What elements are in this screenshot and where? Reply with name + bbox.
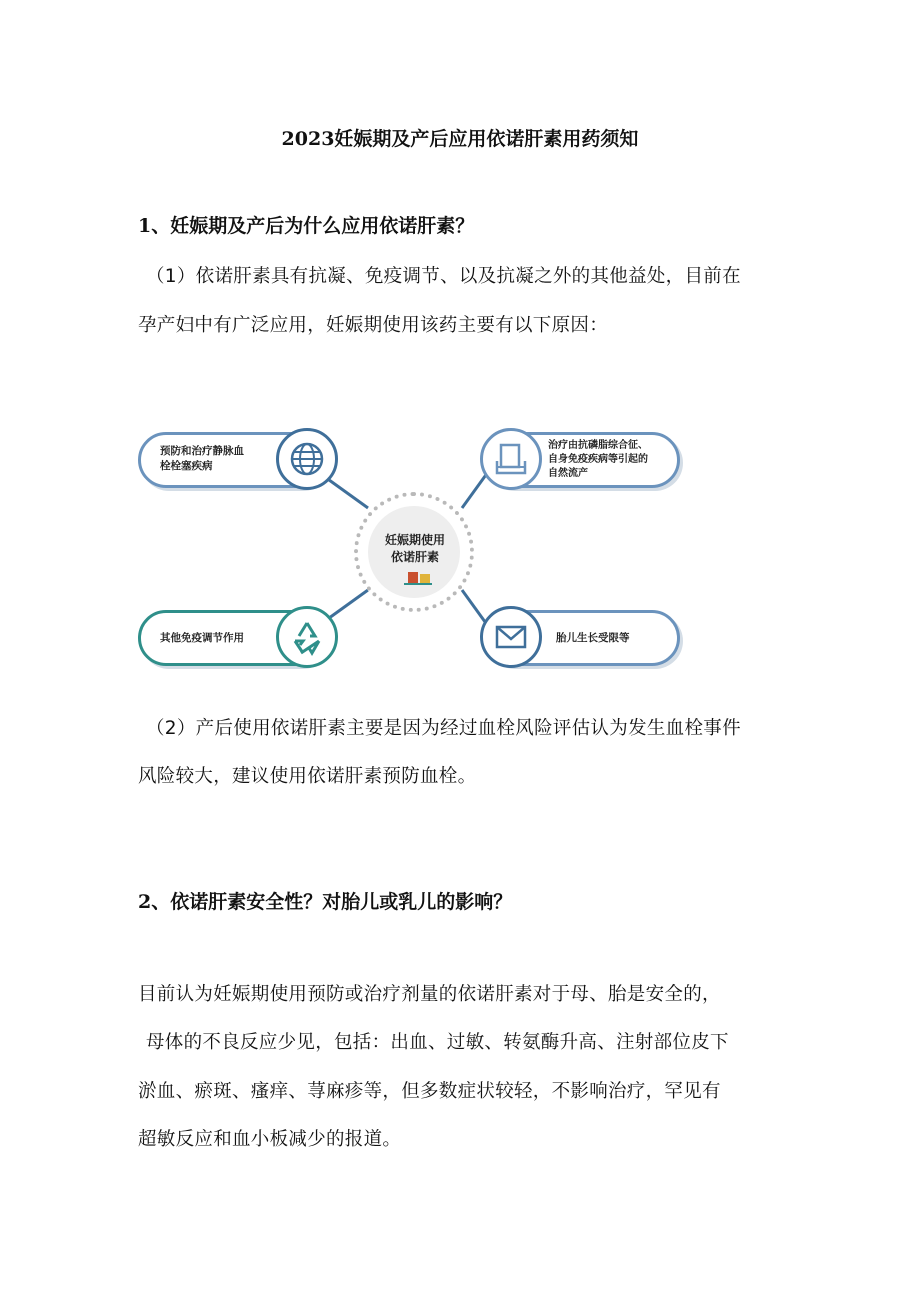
reasons-diagram <box>136 420 686 676</box>
section2-line4: 超敏反应和血小板减少的报道。 <box>138 1129 402 1150</box>
section1-para2-line2: 风险较大，建议使用依诺肝素预防血栓。 <box>138 766 477 787</box>
pill-bottom-right-text: 胎儿生长受限等 <box>556 632 630 644</box>
globe-icon <box>279 431 335 487</box>
mail-icon-circle <box>480 606 542 668</box>
section1-para2-line1: （2）产后使用依诺肝素主要是因为经过血栓风险评估认为发生血栓事件 <box>146 718 741 739</box>
globe-icon-circle <box>276 428 338 490</box>
pill-top-left-text: 预防和治疗静脉血 栓栓塞疾病 <box>160 445 244 472</box>
document-icon-circle <box>480 428 542 490</box>
section1-para1-line1: （1）依诺肝素具有抗凝、免疫调节、以及抗凝之外的其他益处，目前在 <box>146 266 741 287</box>
section1-para1-line2: 孕产妇中有广泛应用，妊娠期使用该药主要有以下原因： <box>138 315 609 336</box>
center-mini-icon <box>402 570 434 588</box>
mail-icon <box>483 609 539 665</box>
document-title: 2023妊娠期及产后应用依诺肝素用药须知 <box>281 128 639 150</box>
section1-heading: 1、妊娠期及产后为什么应用依诺肝素？ <box>138 215 475 237</box>
document-icon <box>483 431 539 487</box>
recycle-icon-circle <box>276 606 338 668</box>
section2-line1: 目前认为妊娠期使用预防或治疗剂量的依诺肝素对于母、胎是安全的， <box>138 984 721 1005</box>
pill-top-right-text: 治疗由抗磷脂综合征、 自身免疫疾病等引起的 自然流产 <box>548 440 648 479</box>
center-label: 妊娠期使用 依诺肝素 <box>384 533 445 564</box>
section2-line2: 母体的不良反应少见，包括：出血、过敏、转氨酶升高、注射部位皮下 <box>146 1032 729 1053</box>
section2-heading: 2、依诺肝素安全性？对胎儿或乳儿的影响？ <box>138 891 513 913</box>
section2-line3: 淤血、瘀斑、瘙痒、荨麻疹等，但多数症状较轻，不影响治疗，罕见有 <box>138 1081 721 1102</box>
pill-bottom-left-text: 其他免疫调节作用 <box>160 632 244 644</box>
recycle-icon <box>279 609 335 665</box>
